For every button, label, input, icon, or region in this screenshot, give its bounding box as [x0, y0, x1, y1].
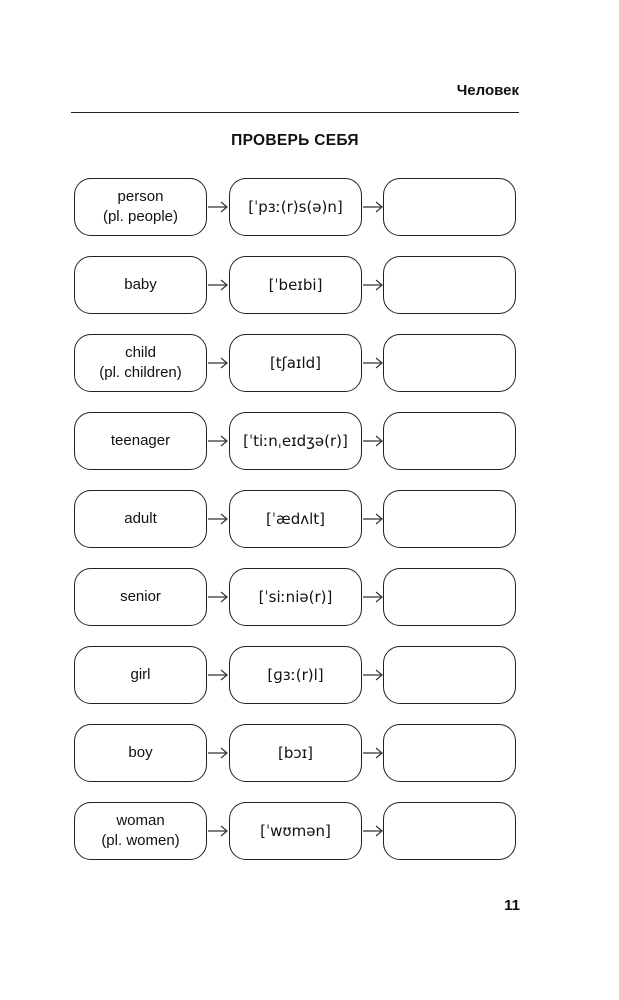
- word-text: boy: [128, 744, 153, 761]
- arrow-right-icon: [362, 356, 384, 370]
- arrow-right-icon: [362, 824, 384, 838]
- answer-box[interactable]: [383, 724, 516, 782]
- word-box: [74, 724, 207, 782]
- arrow-right-icon: [207, 590, 229, 604]
- arrow-right-icon: [207, 200, 229, 214]
- transcription-text: [ˈsiːniə(r)]: [258, 588, 333, 606]
- arrow-right-icon: [207, 434, 229, 448]
- exercise-row: [74, 256, 518, 316]
- exercise-row: [74, 568, 518, 628]
- transcription-box: [229, 490, 362, 548]
- word-text: girl: [130, 666, 151, 683]
- exercise-rows: [74, 178, 518, 880]
- transcription-box: [229, 568, 362, 626]
- arrow-right-icon: [207, 746, 229, 760]
- arrow-right-icon: [207, 356, 229, 370]
- arrow-right-icon: [207, 824, 229, 838]
- word-box: [74, 802, 207, 860]
- exercise-row: [74, 178, 518, 238]
- transcription-text: [ˈbeɪbi]: [268, 276, 323, 294]
- answer-box[interactable]: [383, 412, 516, 470]
- arrow-right-icon: [207, 668, 229, 682]
- arrow-right-icon: [207, 512, 229, 526]
- transcription-box: [229, 412, 362, 470]
- arrow-right-icon: [362, 434, 384, 448]
- word-box: [74, 178, 207, 236]
- word-text: adult: [124, 510, 157, 527]
- transcription-box: [229, 178, 362, 236]
- section-title: ПРОВЕРЬ СЕБЯ: [231, 132, 359, 149]
- exercise-row: [74, 334, 518, 394]
- exercise-row: [74, 490, 518, 550]
- exercise-row: [74, 724, 518, 784]
- answer-box[interactable]: [383, 334, 516, 392]
- transcription-text: [ˈwʊmən]: [260, 822, 331, 840]
- word-text: child (pl. children): [99, 344, 182, 381]
- transcription-text: [ɡɜː(r)l]: [267, 666, 324, 684]
- word-box: [74, 334, 207, 392]
- arrow-right-icon: [362, 668, 384, 682]
- answer-box[interactable]: [383, 802, 516, 860]
- word-text: woman (pl. women): [101, 812, 180, 849]
- transcription-box: [229, 256, 362, 314]
- exercise-row: [74, 412, 518, 472]
- transcription-text: [bɔɪ]: [277, 744, 314, 762]
- arrow-right-icon: [362, 512, 384, 526]
- arrow-right-icon: [362, 746, 384, 760]
- arrow-right-icon: [362, 590, 384, 604]
- page-header: [71, 80, 519, 113]
- arrow-right-icon: [362, 278, 384, 292]
- chapter-title: Человек: [456, 82, 519, 99]
- word-text: baby: [124, 276, 157, 293]
- transcription-box: [229, 802, 362, 860]
- transcription-text: [ˈpɜː(r)s(ə)n]: [248, 198, 343, 216]
- page-number: 11: [504, 897, 520, 914]
- arrow-right-icon: [207, 278, 229, 292]
- transcription-text: [ˈædʌlt]: [265, 510, 325, 528]
- word-box: [74, 568, 207, 626]
- word-box: [74, 490, 207, 548]
- word-text: senior: [120, 588, 161, 605]
- word-box: [74, 646, 207, 704]
- transcription-box: [229, 724, 362, 782]
- word-text: person (pl. people): [102, 188, 179, 225]
- word-text: teenager: [110, 432, 171, 449]
- answer-box[interactable]: [383, 256, 516, 314]
- word-box: [74, 412, 207, 470]
- transcription-text: [ˈtiːnˌeɪdʒə(r)]: [243, 432, 348, 450]
- exercise-row: [74, 646, 518, 706]
- answer-box[interactable]: [383, 568, 516, 626]
- word-box: [74, 256, 207, 314]
- arrow-right-icon: [362, 200, 384, 214]
- exercise-row: [74, 802, 518, 862]
- transcription-box: [229, 646, 362, 704]
- answer-box[interactable]: [383, 646, 516, 704]
- transcription-box: [229, 334, 362, 392]
- answer-box[interactable]: [383, 490, 516, 548]
- transcription-text: [tʃaɪld]: [269, 354, 322, 372]
- answer-box[interactable]: [383, 178, 516, 236]
